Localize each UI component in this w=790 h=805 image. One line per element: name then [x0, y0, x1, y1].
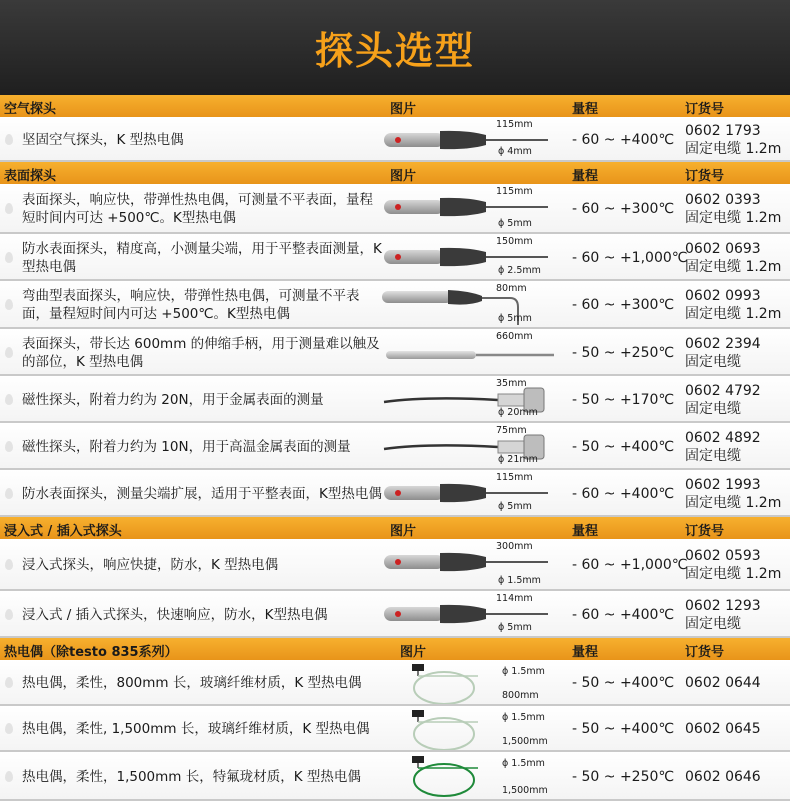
- water-drop-icon: [5, 488, 13, 499]
- order-info: [685, 597, 761, 633]
- probe-picture: [378, 752, 570, 799]
- table-row: [0, 470, 790, 517]
- probe-description: 坚固空气探头，K 型热电偶: [22, 131, 184, 148]
- order-number: 0602 0644: [685, 675, 761, 691]
- dimension-label: ϕ 20mm: [498, 407, 538, 418]
- probe-picture: [378, 117, 570, 160]
- order-number: 0602 1793: [685, 122, 761, 139]
- water-drop-icon: [5, 347, 13, 358]
- dimension-label: ϕ 4mm: [498, 146, 532, 157]
- section-header: [0, 517, 790, 539]
- cable-note: 固定电缆: [685, 447, 741, 464]
- dimension-label: 300mm: [496, 541, 533, 552]
- section-header: [0, 95, 790, 117]
- water-drop-icon: [5, 441, 13, 452]
- order-number: 0602 0645: [685, 721, 761, 737]
- order-number: 0602 4892: [685, 429, 761, 446]
- table-row: [0, 184, 790, 234]
- probe-picture: [378, 591, 570, 636]
- table-row: [0, 234, 790, 281]
- measuring-range: - 60 ~ +400℃: [572, 485, 675, 502]
- order-number: 0602 1993: [685, 476, 761, 493]
- section-header: [0, 638, 790, 660]
- dimension-label: 80mm: [496, 283, 527, 294]
- probe-description: 浸入式探头，响应快捷，防水，K 型热电偶: [22, 557, 279, 573]
- probe-description: 热电偶，柔性，1,500mm 长，特氟珑材质，K 型热电偶: [22, 768, 361, 785]
- section-title: 表面探头: [4, 169, 57, 184]
- water-drop-icon: [5, 134, 13, 145]
- table-row: [0, 539, 790, 591]
- probe-picture: [378, 423, 570, 468]
- water-drop-icon: [5, 299, 13, 310]
- probe-table: [0, 95, 790, 801]
- dimension-label: ϕ 5mm: [498, 313, 532, 324]
- cable-note: 固定电缆 1.2m: [685, 494, 782, 511]
- cable-note: 固定电缆 1.2m: [685, 140, 782, 157]
- dimension-label: 75mm: [496, 425, 527, 436]
- cable-note: 固定电缆: [685, 353, 741, 370]
- page-title: 探头选型: [314, 29, 475, 73]
- cable-note: 固定电缆 1.2m: [685, 210, 782, 226]
- dimension-label: ϕ 1.5mm: [502, 758, 545, 769]
- probe-description: 热电偶，柔性，800mm 长，玻璃纤维材质，K 型热电偶: [22, 675, 362, 691]
- column-header-picture: 图片: [390, 102, 417, 117]
- dimension-label: 114mm: [496, 593, 533, 604]
- dimension-label: ϕ 1.5mm: [502, 712, 545, 723]
- water-drop-icon: [5, 394, 13, 405]
- order-info: [685, 547, 781, 583]
- cable-note: 固定电缆 1.2m: [685, 566, 782, 582]
- probe-description: 表面探头，带长达 600mm 的伸缩手柄，用于测量难以触及的部位，K 型热电偶: [22, 335, 380, 370]
- handle-probe-image: [378, 470, 570, 515]
- order-info: [685, 287, 781, 323]
- probe-description: 表面探头，响应快，带弹性热电偶，可测量不平表面，量程短时间内可达 +500℃。K型热电偶: [22, 192, 373, 226]
- magnetic-probe-image: [378, 376, 570, 421]
- water-drop-icon: [5, 723, 13, 734]
- water-drop-icon: [5, 771, 13, 782]
- handle-probe-image: [378, 234, 570, 279]
- cable-note: 固定电缆: [685, 400, 741, 417]
- dimension-label: 1,500mm: [502, 736, 548, 747]
- title-bar: [0, 0, 790, 95]
- table-row: [0, 591, 790, 638]
- table-row: [0, 376, 790, 423]
- cable-note: 固定电缆 1.2m: [685, 306, 782, 322]
- probe-picture: [378, 660, 570, 704]
- column-header-order: 订货号: [685, 169, 725, 184]
- water-drop-icon: [5, 203, 13, 214]
- column-header-picture: 图片: [390, 524, 417, 539]
- order-number: 0602 0646: [685, 768, 761, 785]
- column-header-picture: 图片: [400, 645, 427, 660]
- handle-probe-image: [378, 539, 570, 589]
- order-info: [685, 382, 761, 418]
- dimension-label: ϕ 5mm: [498, 622, 532, 633]
- dimension-label: 115mm: [496, 119, 533, 130]
- water-drop-icon: [5, 677, 13, 688]
- measuring-range: - 60 ~ +300℃: [572, 297, 675, 313]
- order-info: [685, 191, 781, 227]
- order-number: 0602 0693: [685, 240, 761, 257]
- column-header-range: 量程: [572, 524, 599, 539]
- section-title: 热电偶（除testo 835系列）: [4, 645, 178, 660]
- dimension-label: 115mm: [496, 472, 533, 483]
- section-header: [0, 162, 790, 184]
- handle-probe-image: [378, 591, 570, 636]
- column-header-range: 量程: [572, 645, 599, 660]
- order-info: [685, 335, 761, 371]
- section-title: 浸入式 / 插入式探头: [4, 524, 122, 539]
- dimension-label: 1,500mm: [502, 785, 548, 796]
- dimension-label: 150mm: [496, 236, 533, 247]
- order-info: [685, 240, 781, 276]
- dimension-label: ϕ 1.5mm: [498, 575, 541, 586]
- measuring-range: - 50 ~ +250℃: [572, 768, 675, 785]
- probe-picture: [378, 706, 570, 750]
- table-row: [0, 281, 790, 329]
- measuring-range: - 60 ~ +400℃: [572, 606, 675, 623]
- cable-note: 固定电缆: [685, 615, 741, 632]
- probe-picture: [378, 184, 570, 232]
- probe-picture: [378, 281, 570, 327]
- measuring-range: - 60 ~ +1,000℃: [572, 557, 688, 573]
- handle-probe-image: [378, 117, 570, 160]
- table-row: [0, 706, 790, 752]
- water-drop-icon: [5, 609, 13, 620]
- column-header-range: 量程: [572, 169, 599, 184]
- probe-picture: [378, 234, 570, 279]
- measuring-range: - 60 ~ +1,000℃: [572, 249, 688, 266]
- probe-description: 磁性探头，附着力约为 10N，用于高温金属表面的测量: [22, 438, 351, 455]
- probe-description: 弯曲型表面探头，响应快，带弹性热电偶，可测量不平表面，量程短时间内可达 +500℃。K型热电偶: [22, 288, 360, 322]
- column-header-range: 量程: [572, 102, 599, 117]
- section-title: 空气探头: [4, 102, 57, 117]
- telescopic-probe-image: [378, 329, 570, 374]
- column-header-order: 订货号: [685, 102, 725, 117]
- order-info: [685, 122, 781, 158]
- dimension-label: ϕ 2.5mm: [498, 265, 541, 276]
- handle-probe-image: [378, 184, 570, 232]
- column-header-order: 订货号: [685, 645, 725, 660]
- column-header-picture: 图片: [390, 169, 417, 184]
- probe-picture: [378, 329, 570, 374]
- water-drop-icon: [5, 252, 13, 263]
- probe-picture: [378, 470, 570, 515]
- measuring-range: - 50 ~ +400℃: [572, 721, 675, 737]
- dimension-label: ϕ 5mm: [498, 501, 532, 512]
- column-header-order: 订货号: [685, 524, 725, 539]
- table-row: [0, 752, 790, 801]
- probe-description: 防水表面探头，测量尖端扩展，适用于平整表面，K型热电偶: [22, 485, 382, 502]
- probe-description: 磁性探头，附着力约为 20N，用于金属表面的测量: [22, 391, 324, 408]
- measuring-range: - 60 ~ +400℃: [572, 131, 675, 148]
- measuring-range: - 50 ~ +400℃: [572, 675, 675, 691]
- dimension-label: ϕ 5mm: [498, 218, 532, 229]
- dimension-label: 35mm: [496, 378, 527, 389]
- measuring-range: - 60 ~ +300℃: [572, 201, 675, 217]
- measuring-range: - 50 ~ +170℃: [572, 391, 675, 408]
- probe-description: 热电偶，柔性, 1,500mm 长，玻璃纤维材质，K 型热电偶: [22, 721, 370, 737]
- magnetic-probe-image: [378, 423, 570, 468]
- order-info: [685, 476, 781, 512]
- order-number: 0602 0993: [685, 288, 761, 304]
- table-row: [0, 117, 790, 162]
- dimension-label: 800mm: [502, 690, 539, 701]
- measuring-range: - 50 ~ +400℃: [572, 438, 675, 455]
- order-info: [685, 768, 761, 786]
- order-number: 0602 2394: [685, 335, 761, 352]
- measuring-range: - 50 ~ +250℃: [572, 344, 675, 361]
- order-number: 0602 0393: [685, 192, 761, 208]
- cable-note: 固定电缆 1.2m: [685, 258, 782, 275]
- order-info: [685, 720, 761, 738]
- table-row: [0, 660, 790, 706]
- table-row: [0, 423, 790, 470]
- probe-description: 防水表面探头，精度高，小测量尖端，用于平整表面测量，K型热电偶: [22, 240, 382, 275]
- order-info: [685, 429, 761, 465]
- probe-picture: [378, 539, 570, 589]
- dimension-label: 660mm: [496, 331, 533, 342]
- dimension-label: ϕ 21mm: [498, 454, 538, 465]
- dimension-label: 115mm: [496, 186, 533, 197]
- order-number: 0602 4792: [685, 382, 761, 399]
- dimension-label: ϕ 1.5mm: [502, 666, 545, 677]
- bent-probe-image: [378, 281, 570, 327]
- table-row: [0, 329, 790, 376]
- water-drop-icon: [5, 559, 13, 570]
- probe-picture: [378, 376, 570, 421]
- order-number: 0602 0593: [685, 548, 761, 564]
- order-info: [685, 674, 761, 692]
- order-number: 0602 1293: [685, 597, 761, 614]
- probe-description: 浸入式 / 插入式探头，快速响应，防水，K型热电偶: [22, 606, 328, 623]
